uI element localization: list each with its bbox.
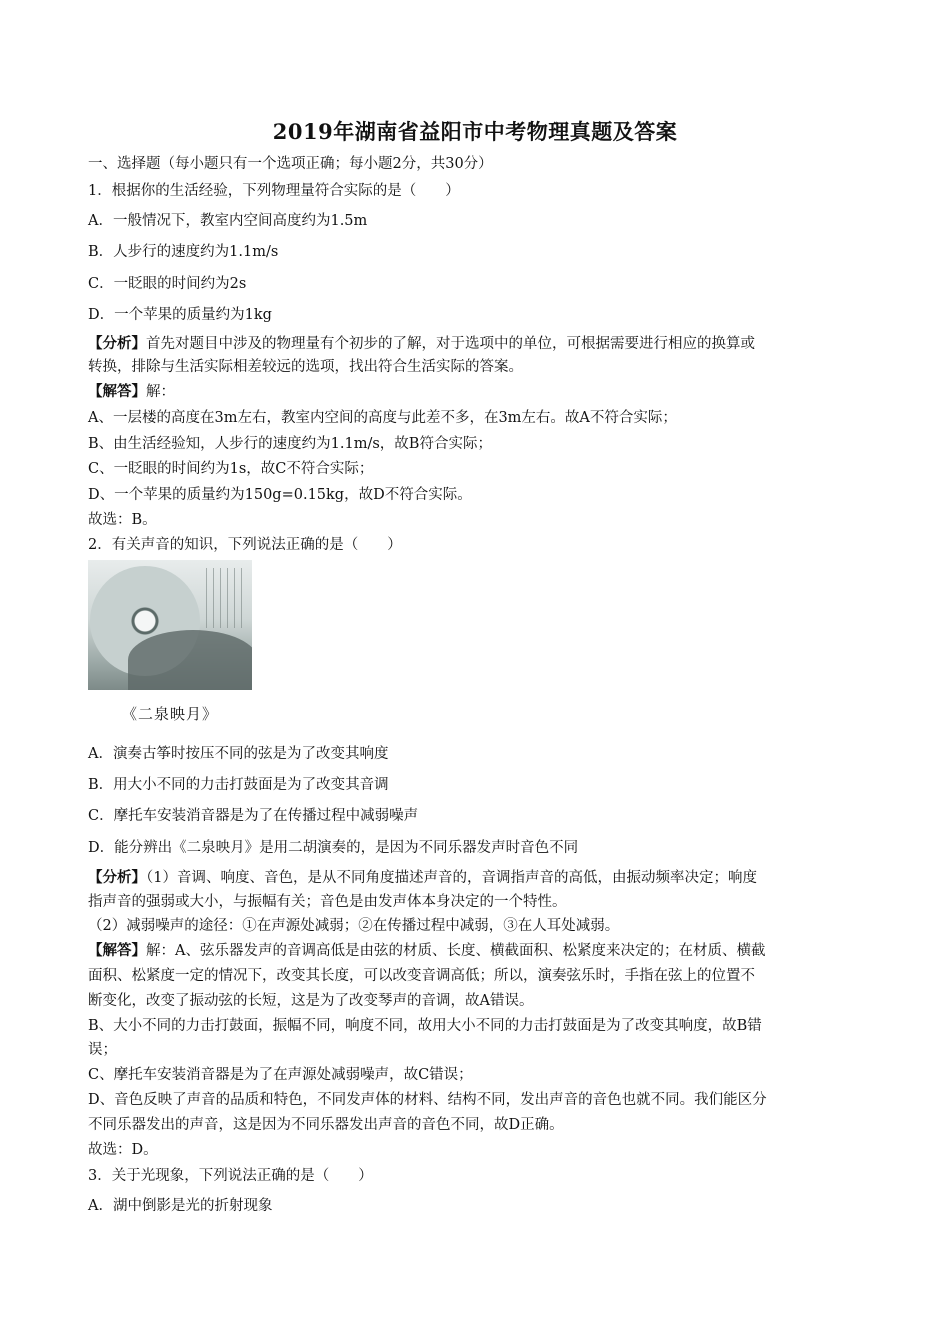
- q2-analysis-text: （2）减弱噪声的途径：①在声源处减弱；②在传播过程中减弱，③在人耳处减弱。: [88, 918, 620, 934]
- q2-option-b: B．用大小不同的力击打鼓面是为了改变其音调: [88, 777, 389, 793]
- q2-answer-text: 断变化，改变了振动弦的长短，这是为了改变琴声的音调，故A错误。: [88, 993, 534, 1009]
- q1-answer-text: D、一个苹果的质量约为150g=0.15kg，故D不符合实际。: [88, 487, 472, 503]
- q1-answer-choice: 故选：B。: [88, 512, 157, 528]
- q1-answer-text: 解：: [146, 384, 175, 400]
- q1-analysis-tag: 【分析】: [88, 335, 146, 352]
- q1-option-c: C．一眨眼的时间约为2s: [88, 276, 247, 292]
- calligraphy-graphic: [200, 568, 248, 628]
- q1-option-b: B．人步行的速度约为1.1m/s: [88, 244, 279, 260]
- q2-answer-text: 解：A、弦乐器发声的音调高低是由弦的材质、长度、横截面积、松紧度来决定的；在材质、横截: [146, 943, 766, 959]
- section-heading: 一、选择题（每小题只有一个选项正确；每小题2分，共30分）: [88, 156, 493, 172]
- q1-answer-text: B、由生活经验知，人步行的速度约为1.1m/s，故B符合实际；: [88, 436, 492, 452]
- q1-answer-text: C、一眨眼的时间约为1s，故C不符合实际；: [88, 461, 374, 477]
- q2-answer-text: 误；: [88, 1042, 117, 1058]
- q1-stem: 1．根据你的生活经验，下列物理量符合实际的是（ ）: [88, 183, 460, 199]
- q1-analysis-text: 转换，排除与生活实际相差较远的选项，找出符合生活实际的答案。: [88, 359, 523, 375]
- q1-analysis-text: 首先对题目中涉及的物理量有个初步的了解，对于选项中的单位，可根据需要进行相应的换算或: [146, 336, 755, 352]
- q3-stem: 3．关于光现象，下列说法正确的是（ ）: [88, 1168, 373, 1184]
- q2-answer-text: D、音色反映了声音的品质和特色，不同发声体的材料、结构不同，发出声音的音色也就不同。我们能区分: [88, 1092, 767, 1108]
- q2-answer-text: 面积、松紧度一定的情况下，改变其长度，可以改变音调高低；所以，演奏弦乐时，手指在弦上的位置不: [88, 968, 755, 984]
- q2-option-d: D．能分辨出《二泉映月》是用二胡演奏的，是因为不同乐器发声时音色不同: [88, 840, 579, 856]
- q1-analysis-line: [88, 334, 868, 354]
- q2-answer-text: C、摩托车安装消音器是为了在声源处减弱噪声，故C错误；: [88, 1067, 473, 1083]
- q1-answer-line: [88, 382, 868, 402]
- q2-option-c: C．摩托车安装消音器是为了在传播过程中减弱噪声: [88, 808, 419, 824]
- q1-option-a: A．一般情况下，教室内空间高度约为1.5m: [88, 213, 368, 229]
- q1-answer-tag: 【解答】: [88, 383, 146, 400]
- q2-answer-text: 不同乐器发出的声音，这是因为不同乐器发出声音的音色不同，故D正确。: [88, 1117, 564, 1133]
- q2-analysis-text: 指声音的强弱或大小，与振幅有关；音色是由发声体本身决定的一个特性。: [88, 894, 567, 910]
- q2-stem: 2．有关声音的知识，下列说法正确的是（ ）: [88, 537, 402, 553]
- q2-option-a: A．演奏古筝时按压不同的弦是为了改变其响度: [88, 746, 389, 762]
- q2-answer-choice: 故选：D。: [88, 1142, 158, 1158]
- q1-answer-text: A、一层楼的高度在3m左右，教室内空间的高度与此差不多，在3m左右。故A不符合实际；: [88, 410, 677, 426]
- q2-answer-text: B、大小不同的力击打鼓面，振幅不同，响度不同，故用大小不同的力击打鼓面是为了改变其响度，故B错: [88, 1018, 762, 1034]
- q2-analysis-line: [88, 868, 868, 888]
- image-caption: 《二泉映月》: [121, 705, 218, 723]
- q1-option-d: D．一个苹果的质量约为1kg: [88, 307, 272, 323]
- q2-answer-tag: 【解答】: [88, 942, 146, 959]
- q2-analysis-tag: 【分析】: [88, 869, 146, 886]
- q2-analysis-text: （1）音调、响度、音色，是从不同角度描述声音的，音调指声音的高低，由振动频率决定；响度: [146, 870, 757, 886]
- q2-answer-line: [88, 941, 868, 961]
- page-title: 2019年湖南省益阳市中考物理真题及答案: [272, 119, 678, 144]
- landscape-graphic: [128, 630, 252, 690]
- erhu-album-image: [88, 560, 252, 690]
- q3-option-a: A．湖中倒影是光的折射现象: [88, 1198, 273, 1214]
